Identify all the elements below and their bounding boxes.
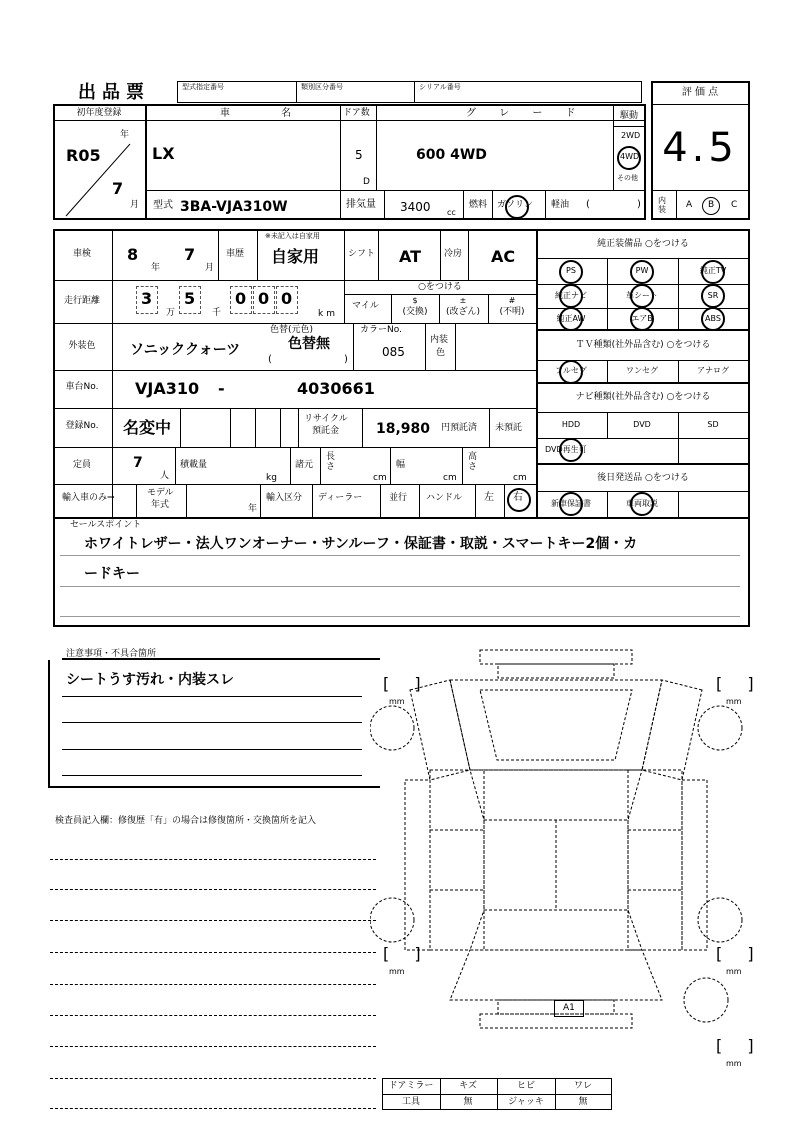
drive-4wd-circle bbox=[617, 146, 641, 170]
tv-fullseg: フルセグ bbox=[555, 366, 587, 375]
first-reg-year: R05 bbox=[66, 146, 101, 165]
later-title: 後日発送品 ○をつける bbox=[597, 473, 689, 483]
navi-dvd-play-circle bbox=[559, 438, 583, 462]
drive-2wd: 2WD bbox=[621, 131, 641, 140]
odo-tamper-text: (改ざん) bbox=[445, 307, 481, 317]
equipment-title: 純正装備品 ○をつける bbox=[597, 239, 689, 249]
chassis-dash: - bbox=[218, 379, 225, 398]
mileage-km-unit: km bbox=[318, 309, 338, 319]
equip-aw: 純正AW bbox=[556, 314, 586, 323]
recycle-label-b: 預託金 bbox=[312, 426, 340, 436]
fuel-gasoline-circle bbox=[505, 195, 529, 219]
first-reg-year-unit: 年 bbox=[120, 130, 130, 140]
sales-line-2: ードキー bbox=[84, 566, 140, 582]
first-reg-month-unit: 月 bbox=[130, 200, 140, 210]
odo-note: ○をつける bbox=[418, 282, 462, 292]
height-unit: cm bbox=[513, 473, 527, 483]
drive-4wd: 4WD bbox=[620, 152, 640, 161]
serial-no-label: シリアル番号 bbox=[419, 83, 461, 91]
mileage-digit-5: 0 bbox=[281, 289, 293, 308]
model-label: 型式 bbox=[153, 200, 173, 211]
ac-label: 冷房 bbox=[444, 249, 463, 259]
equip-leather-circle bbox=[630, 284, 654, 308]
later-warranty-circle bbox=[559, 492, 583, 516]
fuel-diesel: 軽油 bbox=[551, 200, 570, 210]
inspector-label: 検査員記入欄：修復歴「有」の場合は修復箇所・交換箇所を記入 bbox=[55, 816, 317, 826]
shift-label: シフト bbox=[348, 249, 376, 259]
door-suffix: D bbox=[363, 177, 370, 187]
load-unit: kg bbox=[266, 473, 277, 483]
equip-leather: 革シート bbox=[626, 291, 658, 300]
history-label: 車歴 bbox=[226, 249, 245, 259]
mm-top-right: mm bbox=[726, 697, 742, 706]
height-label: 高さ bbox=[468, 452, 478, 472]
inspection-label: 車検 bbox=[72, 249, 92, 259]
first-reg-month: 7 bbox=[112, 179, 124, 198]
slash-line bbox=[60, 140, 140, 220]
displacement-value: 3400 bbox=[400, 200, 431, 214]
ac-value: AC bbox=[491, 247, 516, 266]
car-name: LX bbox=[152, 144, 175, 163]
legend-cell-2: 無 bbox=[463, 1097, 473, 1107]
navi-title: ナビ種類(社外品含む) ○をつける bbox=[575, 392, 711, 402]
bracket-bottom-right: [ ] bbox=[716, 944, 764, 963]
recycle-value: 18,980 bbox=[376, 421, 431, 437]
recycle-paid: 円預託済 bbox=[441, 423, 478, 433]
later-manual: 車両取説 bbox=[626, 499, 658, 508]
tv-oneseg: ワンセグ bbox=[626, 366, 658, 375]
inspection-year-unit: 年 bbox=[151, 263, 161, 273]
equip-tv-circle bbox=[701, 260, 725, 284]
width-unit: cm bbox=[443, 473, 457, 483]
bracket-spare: [ ] bbox=[716, 1036, 764, 1055]
color-change-paren-open: ( bbox=[268, 354, 272, 365]
legend-cell-1: 工具 bbox=[401, 1097, 421, 1107]
grade-label: グ レ ー ド bbox=[466, 108, 586, 119]
paren-open: ( bbox=[586, 199, 590, 210]
color-value: ソニッククォーツ bbox=[130, 342, 241, 358]
color-change-value: 色替無 bbox=[288, 336, 330, 352]
mileage-sen-unit: 千 bbox=[212, 308, 222, 318]
recycle-unpaid: 未預託 bbox=[495, 423, 523, 433]
form-title: 出品票 bbox=[78, 82, 150, 103]
mileage-digit-2: 5 bbox=[184, 289, 196, 308]
dealer-option: ディーラー bbox=[318, 493, 363, 503]
mileage-label: 走行距離 bbox=[63, 296, 101, 306]
odo-exchange-text: (交換) bbox=[402, 307, 428, 317]
notes-line-1: シートうす汚れ・内装スレ bbox=[66, 672, 234, 688]
fuel-label: 燃料 bbox=[469, 200, 488, 210]
length-unit: cm bbox=[373, 473, 387, 483]
width-label: 幅 bbox=[396, 460, 406, 470]
later-manual-circle bbox=[630, 492, 654, 516]
equip-abs-circle bbox=[701, 307, 725, 331]
import-class-label: 輸入区分 bbox=[266, 493, 303, 503]
chassis-label: 車台No. bbox=[65, 382, 99, 392]
doors-value: 5 bbox=[355, 148, 363, 162]
notes-label: 注意事項・不具合箇所 bbox=[66, 649, 157, 659]
equip-navi-circle bbox=[559, 284, 583, 308]
model-value: 3BA-VJA310W bbox=[180, 199, 288, 215]
bracket-top-left: [ ] bbox=[383, 674, 431, 693]
length-label: 長さ bbox=[326, 452, 336, 472]
navi-sd: SD bbox=[707, 420, 719, 429]
class-no-label: 類別区分番号 bbox=[301, 83, 343, 91]
navi-dvd: DVD bbox=[633, 420, 651, 429]
handle-right-circle bbox=[507, 488, 531, 512]
interior-grade-a: A bbox=[686, 200, 693, 210]
legend-cell-4: 無 bbox=[578, 1097, 588, 1107]
model-year-unit: 年 bbox=[248, 504, 258, 514]
recycle-label-a: リサイクル bbox=[304, 414, 348, 424]
equip-abs: ABS bbox=[705, 314, 721, 323]
notes-box-gap bbox=[48, 658, 62, 660]
first-reg-label: 初年度登録 bbox=[76, 108, 122, 118]
handle-label: ハンドル bbox=[426, 493, 463, 503]
displacement-label: 排気量 bbox=[346, 199, 376, 210]
mileage-digit-3: 0 bbox=[235, 289, 247, 308]
equip-pw-circle bbox=[630, 260, 654, 284]
equip-navi: 純正ナビ bbox=[555, 291, 587, 300]
inspection-month-unit: 月 bbox=[205, 263, 215, 273]
import-label: 輸入車のみ⇒ bbox=[62, 493, 115, 503]
capacity-label: 定員 bbox=[72, 460, 92, 470]
tv-title: ＴＶ種類(社外品含む) ○をつける bbox=[575, 340, 711, 350]
reg-no-label: 登録No. bbox=[65, 421, 99, 431]
later-warranty: 新車保証書 bbox=[551, 499, 591, 508]
history-note: ※未記入は自家用 bbox=[265, 232, 320, 240]
cc-unit: cc bbox=[447, 208, 456, 217]
equip-tv: 純正TV bbox=[699, 266, 727, 275]
color-no-value: 085 bbox=[382, 345, 405, 359]
interior-label: 内装 bbox=[658, 196, 666, 214]
interior-grade-c: C bbox=[731, 200, 738, 210]
shift-value: AT bbox=[399, 247, 422, 266]
inspection-month: 7 bbox=[184, 245, 196, 264]
sales-label: セールスポイント bbox=[70, 520, 142, 530]
equip-airbag: エアB bbox=[631, 314, 653, 323]
capacity-value: 7 bbox=[133, 455, 143, 471]
reg-no-value: 名変中 bbox=[123, 418, 172, 437]
equip-pw: PW bbox=[635, 266, 649, 275]
legend-header-3: ヒビ bbox=[516, 1081, 536, 1091]
car-name-label: 車 名 bbox=[220, 108, 316, 119]
tv-analog: アナログ bbox=[697, 366, 729, 375]
paren-close: ) bbox=[637, 199, 641, 210]
mileage-man-unit: 万 bbox=[166, 308, 176, 318]
handle-right: 右 bbox=[513, 492, 523, 503]
interior-b-circle bbox=[702, 197, 720, 215]
mileage-digit-1: 3 bbox=[141, 289, 153, 308]
color-change-label: 色替(元色) bbox=[270, 325, 314, 335]
navi-dvd-play: DVD再生可 bbox=[545, 445, 587, 454]
mm-spare: mm bbox=[726, 1059, 742, 1068]
equip-sr: SR bbox=[707, 291, 719, 300]
inspection-year: 8 bbox=[127, 245, 139, 264]
fuel-gasoline: ガソリン bbox=[497, 200, 534, 210]
car-diagram bbox=[370, 640, 760, 1060]
color-change-paren-close: ) bbox=[344, 354, 348, 365]
interior-color-label-a: 内装 bbox=[430, 335, 449, 345]
evaluation-score: 4.5 bbox=[662, 125, 738, 171]
legend-header-1: ドアミラー bbox=[388, 1081, 434, 1091]
color-label: 外装色 bbox=[68, 341, 96, 351]
dims-label: 諸元 bbox=[295, 460, 314, 470]
doors-label: ドア数 bbox=[343, 108, 370, 118]
bracket-top-right: [ ] bbox=[716, 674, 764, 693]
model-year-label-a: モデル bbox=[147, 488, 174, 498]
odo-mile: マイル bbox=[352, 301, 379, 311]
mileage-digit-4: 0 bbox=[258, 289, 270, 308]
model-year-label-b: 年式 bbox=[151, 500, 170, 510]
equip-sr-circle bbox=[701, 284, 725, 308]
damage-code-a1: A1 bbox=[554, 1000, 584, 1017]
color-no-label: カラーNo. bbox=[360, 325, 402, 335]
equip-airbag-circle bbox=[630, 307, 654, 331]
mm-bottom-right: mm bbox=[726, 967, 742, 976]
model-spec-no-label: 型式指定番号 bbox=[182, 83, 224, 91]
tv-fullseg-circle bbox=[559, 360, 583, 384]
interior-grade-b: B bbox=[708, 200, 715, 210]
chassis-number: 4030661 bbox=[297, 379, 375, 398]
history-value: 自家用 bbox=[271, 247, 320, 266]
odo-unknown-symbol: # bbox=[508, 296, 516, 305]
mm-bottom-left: mm bbox=[389, 967, 405, 976]
handle-left: 左 bbox=[484, 492, 494, 503]
odo-exchange-symbol: $ bbox=[412, 296, 418, 305]
capacity-unit: 人 bbox=[160, 471, 170, 481]
drive-other: その他 bbox=[617, 174, 638, 182]
sales-line-1: ホワイトレザー・法人ワンオーナー・サンルーフ・保証書・取説・スマートキー2個・カ bbox=[84, 536, 638, 552]
drive-label: 駆動 bbox=[620, 111, 639, 121]
legend-cell-3: ジャッキ bbox=[508, 1097, 544, 1107]
odo-tamper-symbol: ± bbox=[459, 296, 467, 305]
id-number-box bbox=[177, 81, 642, 103]
equip-aw-circle bbox=[559, 307, 583, 331]
chassis-prefix: VJA310 bbox=[135, 379, 200, 398]
bracket-bottom-left: [ ] bbox=[383, 944, 431, 963]
navi-hdd: HDD bbox=[561, 420, 581, 429]
legend-header-2: キズ bbox=[459, 1081, 477, 1091]
odo-unknown-text: (不明) bbox=[499, 307, 525, 317]
parallel-option: 並行 bbox=[389, 493, 408, 503]
equip-ps: PS bbox=[566, 266, 576, 275]
load-label: 積載量 bbox=[180, 460, 208, 470]
equip-ps-circle bbox=[559, 260, 583, 284]
mm-top-left: mm bbox=[389, 697, 405, 706]
grade-value: 600 4WD bbox=[416, 147, 487, 163]
legend-header-4: ワレ bbox=[573, 1081, 593, 1091]
interior-color-label-b: 色 bbox=[436, 348, 446, 358]
evaluation-label: 評 価 点 bbox=[681, 87, 719, 98]
